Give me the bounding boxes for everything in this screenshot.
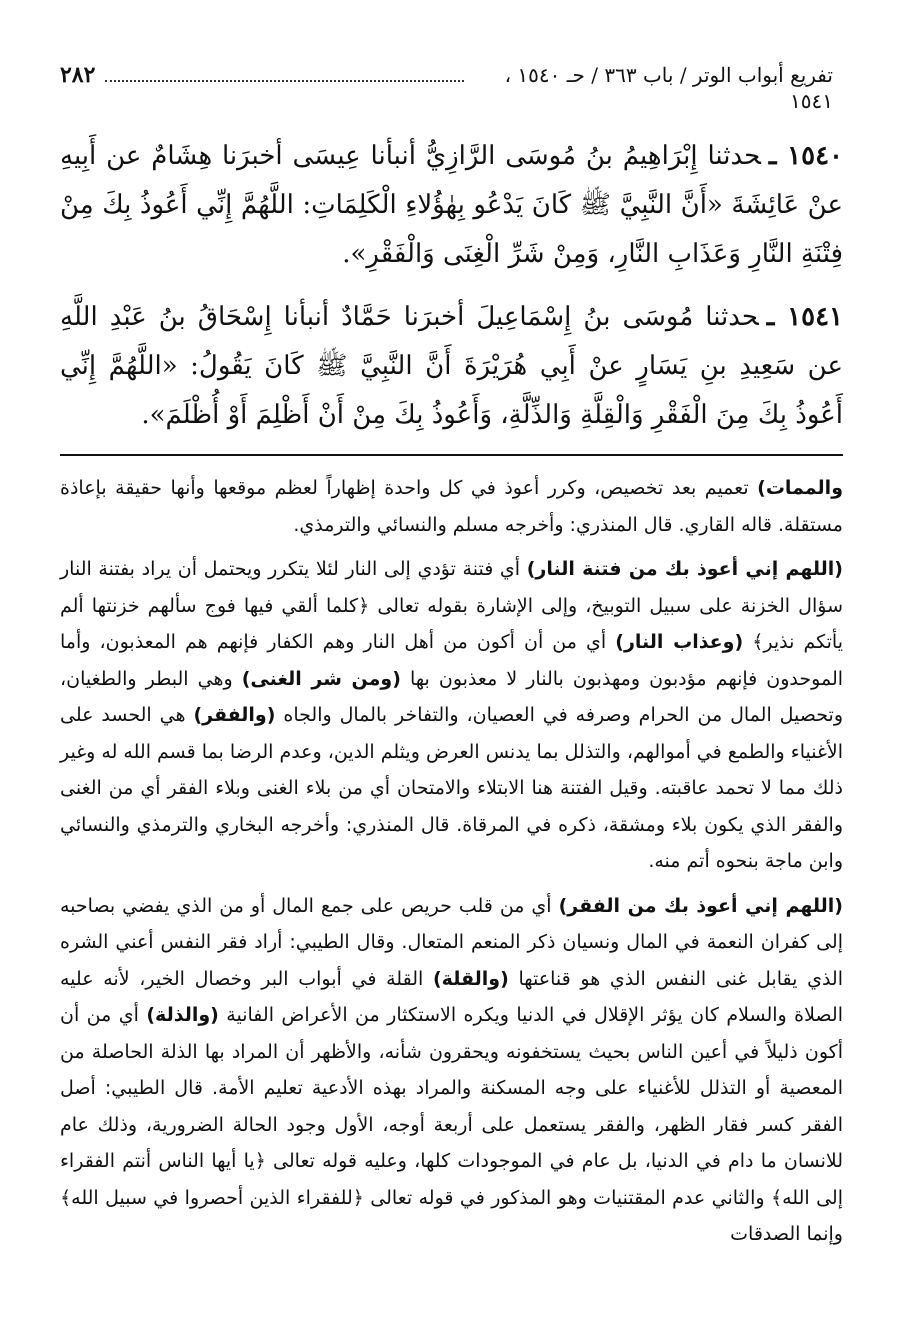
commentary-term: (وعذاب النار) [615, 631, 744, 653]
commentary-text: هي الحسد على الأغنياء والطمع في أموالهم، والتذلل بما يدنس العرض ويثلم الدين، وعدم الرضا بما قسم الله له وغير ذلك مما لا تحمد عاقبته. وقيل الفتنة هنا الابتلاء والامتحان أي من بلاء الغنى وبلاء الفقر أي من الغنى والفقر الذي يكون بلاء ومشقة، ذكره في المرقاة. قال المنذري: وأخرجه البخاري والترمذي والنسائي وابن ماجة بنحوه أتم منه. [60, 704, 843, 872]
commentary-paragraph-1 [60, 470, 843, 543]
commentary-text: وهي البطر والطغيان، وتحصيل المال من الحرام وصرفه في العصيان، والتفاخر بالمال والجاه [60, 667, 843, 726]
hadith-1541 [60, 293, 843, 440]
commentary-text: أي من أن أكون من أهل النار وهم الكفار فإنهم هم المعذبون، وأما الموحدون فإنهم مؤدبون ومهذبون بالنار لا معذبون بها [60, 631, 844, 690]
page-number: ٢٨٢ [59, 62, 96, 88]
commentary-text: تعميم بعد تخصيص، وكرر أعوذ في كل واحدة إظهاراً لعظم موقعها وأنها حقيقة بإعاذة مستقلة. قاله القاري. قال المنذري: وأخرجه مسلم والنسائي والترمذي. [60, 477, 843, 536]
hadith-text: حدثنا إِبْرَاهِيمُ بنُ مُوسَى الرَّازِيُّ أنبأنا عِيسَى أخبرَنا هِشَامٌ عن أَبِيهِ عنْ عَائِشَةَ «أَنَّ النَّبِيَّ ﷺ كَانَ يَدْعُو بِهٰؤُلاءِ الْكَلِمَاتِ: اللَّهُمَّ إِنِّي أَعُوذُ بِكَ مِنْ فِتْنَةِ النَّارِ وَعَذَابِ النَّارِ، وَمِنْ شَرِّ الْغِنَى وَالْفَقْرِ». [60, 141, 843, 269]
commentary-text: أي من أن أكون ذليلاً في أعين الناس بحيث يستخفونه ويحقرون شأنه، والأظهر أن المراد بها الذلة الحاصلة من المعصية أو التذلل للأغنياء على وجه المسكنة والمراد بهذه الأدعية تعليم الأمة. قال الطيبي: أصل الفقر كسر فقار الظهر، والفقر يستعمل على أربعة أوجه، الأول وجود الحالة الضرورية، وذلك عام للانسان ما دام في الدنيا، بل عام في الموجودات كلها، وعليه قوله تعالى ﴿يا أيها الناس أنتم الفقراء إلى الله﴾ والثاني عدم المقتنيات وهو المذكور في قوله تعالى ﴿للفقراء الذين أحصروا في سبيل الله﴾ وإنما الصدقات [60, 1004, 843, 1245]
commentary-term: (ومن شر الغنى) [241, 667, 401, 690]
running-header [60, 62, 833, 114]
commentary-term: (والفقر) [193, 704, 276, 726]
hadith-section [60, 132, 843, 440]
hadith-1540 [60, 132, 843, 279]
hadith-number: ١٥٤١ ـ [766, 302, 843, 332]
commentary-section [60, 470, 843, 1253]
section-divider [60, 454, 843, 456]
hadith-text: حدثنا مُوسَى بنُ إِسْمَاعِيلَ أخبرَنا حَمَّادٌ أنبأنا إِسْحَاقُ بنُ عَبْدِ اللَّهِ عن سَعِيدِ بنِ يَسَارٍ عنْ أَبِي هُرَيْرَةَ أَنَّ النَّبِيَّ ﷺ كَانَ يَقُولُ: «اللَّهُمَّ إِنِّي أَعُوذُ بِكَ مِنَ الْفَقْرِ وَالْقِلَّةِ وَالذِّلَّةِ، وَأَعُوذُ بِكَ مِنْ أَنْ أَظْلِمَ أَوْ أُظْلَمَ». [60, 302, 843, 430]
commentary-lead: (اللهم إني أعوذ بك من الفقر) [558, 894, 843, 917]
commentary-paragraph-3 [60, 888, 843, 1253]
commentary-term: (والذلة) [146, 1004, 219, 1026]
commentary-text: القلة في أبواب البر وخصال الخير، لأنه عليه الصلاة والسلام كان يؤثر الإقلال في الدنيا ويكره الاستكثار من الأعراض الفانية [60, 967, 843, 1026]
commentary-paragraph-2 [60, 551, 843, 880]
header-title: تفريع أبواب الوتر / باب ٣٦٣ / حـ ١٥٤٠ ، ١٥٤١ [504, 63, 833, 113]
commentary-text: أي فتنة تؤدي إلى النار لئلا يتكرر ويحتمل أن يراد بفتنة النار سؤال الخزنة على سبيل التوبيخ، وإلى الإشارة بقوله تعالى ﴿كلما ألقي فيها فوج سألهم خزنتها ألم يأتكم نذير﴾ [60, 558, 843, 653]
hadith-number: ١٥٤٠ ـ [768, 141, 843, 171]
commentary-term: (والقلة) [432, 967, 509, 990]
header-leader-dots [105, 80, 464, 82]
commentary-lead: والممات) [757, 477, 843, 499]
commentary-lead: (اللهم إني أعوذ بك من فتنة النار) [526, 558, 843, 580]
commentary-text: أي من قلب حريص على جمع المال أو من الذي يفضي بصاحبه إلى كفران النعمة في المال ونسيان ذكر المنعم المتعال. وقال الطيبي: أراد فقر النفس أعني الشره الذي يقابل غنى النفس الذي هو قناعتها [60, 894, 844, 990]
